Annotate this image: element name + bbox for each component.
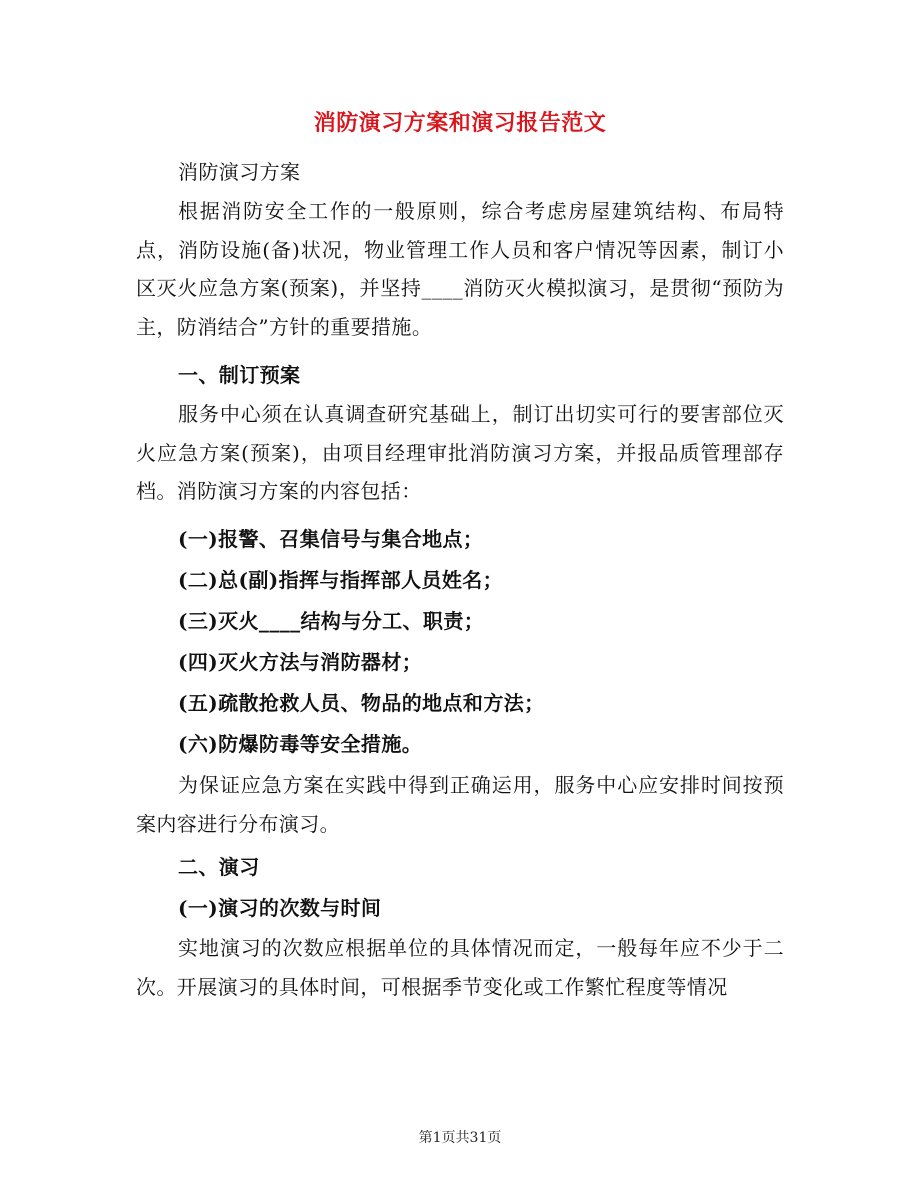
list-item-2: (二)总(副)指挥与指挥部人员姓名；: [178, 568, 504, 592]
drill-arrangement-paragraph: 为保证应急方案在实践中得到正确运用，服务中心应安排时间按预案内容进行分布演习。: [136, 773, 784, 836]
section-heading-plan: 消防演习方案: [178, 160, 301, 184]
intro-paragraph: 根据消防安全工作的一般原则，综合考虑房屋建筑结构、布局特点，消防设施(备)状况，物业管理工作人员和客户情况等因素，制订小区灭火应急方案(预案)，并坚持____消防灭火模拟演习，是贯彻“预防为主，防消结合”方针的重要措施。: [136, 199, 784, 339]
section-heading-1: 一、制订预案: [178, 363, 301, 387]
list-item-5: (五)疏散抢救人员、物品的地点和方法；: [178, 691, 545, 715]
list-item-4: (四)灭火方法与消防器材；: [178, 650, 423, 674]
drill-frequency-paragraph: 实地演习的次数应根据单位的具体情况而定，一般每年应不少于二次。开展演习的具体时间，可根据季节变化或工作繁忙程度等情况: [136, 936, 784, 999]
plan-paragraph: 服务中心须在认真调查研究基础上，制订出切实可行的要害部位灭火应急方案(预案)，由项目经理审批消防演习方案，并报品质管理部存档。消防演习方案的内容包括：: [136, 402, 784, 504]
section-heading-2: 二、演习: [178, 855, 260, 879]
list-item-1: (一)报警、召集信号与集合地点；: [178, 527, 484, 551]
list-item-3: (三)灭火____结构与分工、职责；: [178, 609, 485, 633]
page-number: 第1页共31页: [418, 1130, 502, 1146]
document-title: 消防演习方案和演习报告范文: [313, 110, 607, 136]
subsection-heading-1: (一)演习的次数与时间: [178, 896, 382, 920]
list-item-6: (六)防爆防毒等安全措施。: [178, 732, 423, 756]
